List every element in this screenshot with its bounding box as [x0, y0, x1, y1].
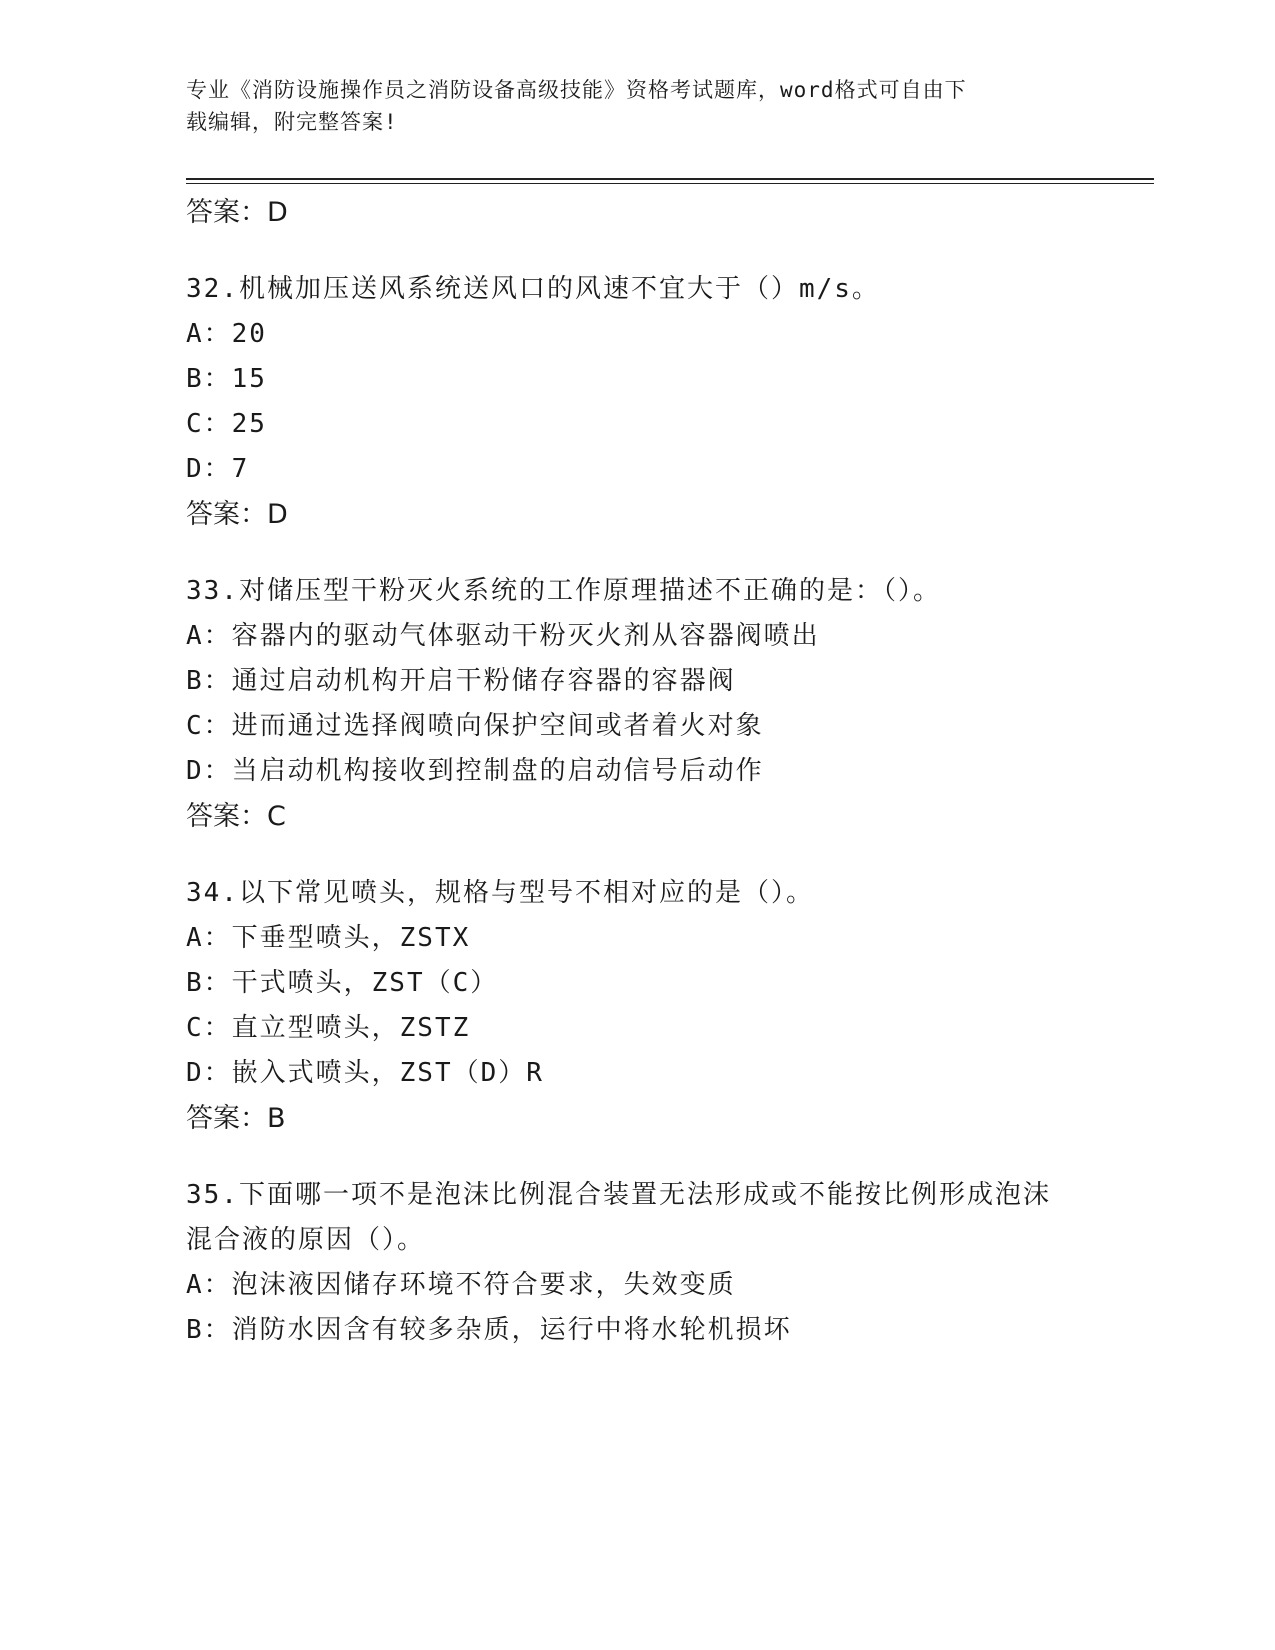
- option-a: A：容器内的驱动气体驱动干粉灭火剂从容器阀喷出: [186, 621, 820, 651]
- option-c: C：直立型喷头，ZSTZ: [186, 1013, 471, 1043]
- option-a: A：20: [186, 319, 267, 349]
- option-a: A：泡沫液因储存环境不符合要求，失效变质: [186, 1270, 736, 1300]
- option-d: D：当启动机构接收到控制盘的启动信号后动作: [186, 756, 764, 786]
- option-d: D：7: [186, 454, 250, 484]
- question-text: 33.对储压型干粉灭火系统的工作原理描述不正确的是：（）。: [186, 576, 941, 606]
- option-c: C：进而通过选择阀喷向保护空间或者着火对象: [186, 711, 764, 741]
- option-b: B：15: [186, 364, 267, 394]
- question-text: 32.机械加压送风系统送风口的风速不宜大于（）m/s。: [186, 274, 880, 304]
- header-divider-thin: [186, 183, 1154, 184]
- header-divider-thick: [186, 178, 1154, 180]
- question-list: [186, 190, 1146, 1385]
- option-c: C：25: [186, 409, 267, 439]
- option-b: B：通过启动机构开启干粉储存容器的容器阀: [186, 666, 736, 696]
- question-text: 34.以下常见喷头，规格与型号不相对应的是（）。: [186, 878, 814, 908]
- option-b: B：消防水因含有较多杂质，运行中将水轮机损坏: [186, 1315, 792, 1345]
- document-header: [186, 74, 1066, 138]
- question-33: [186, 569, 1146, 839]
- question-text-line-1: 35.下面哪一项不是泡沫比例混合装置无法形成或不能按比例形成泡沫: [186, 1180, 1051, 1210]
- question-35: [186, 1173, 1146, 1353]
- option-d: D：嵌入式喷头，ZST（D）R: [186, 1058, 544, 1088]
- header-line-2: 载编辑，附完整答案!: [186, 110, 398, 134]
- answer: 答案：C: [186, 801, 286, 832]
- option-b: B：干式喷头，ZST（C）: [186, 968, 499, 998]
- option-a: A：下垂型喷头，ZSTX: [186, 923, 471, 953]
- answer: 答案：B: [186, 1103, 286, 1134]
- answer: 答案：D: [186, 499, 288, 530]
- question-32: [186, 267, 1146, 537]
- header-line-1: 专业《消防设施操作员之消防设备高级技能》资格考试题库，word格式可自由下: [186, 78, 967, 102]
- question-34: [186, 871, 1146, 1141]
- question-text-line-2: 混合液的原因（）。: [186, 1225, 426, 1255]
- answer-31: 答案：D: [186, 197, 288, 228]
